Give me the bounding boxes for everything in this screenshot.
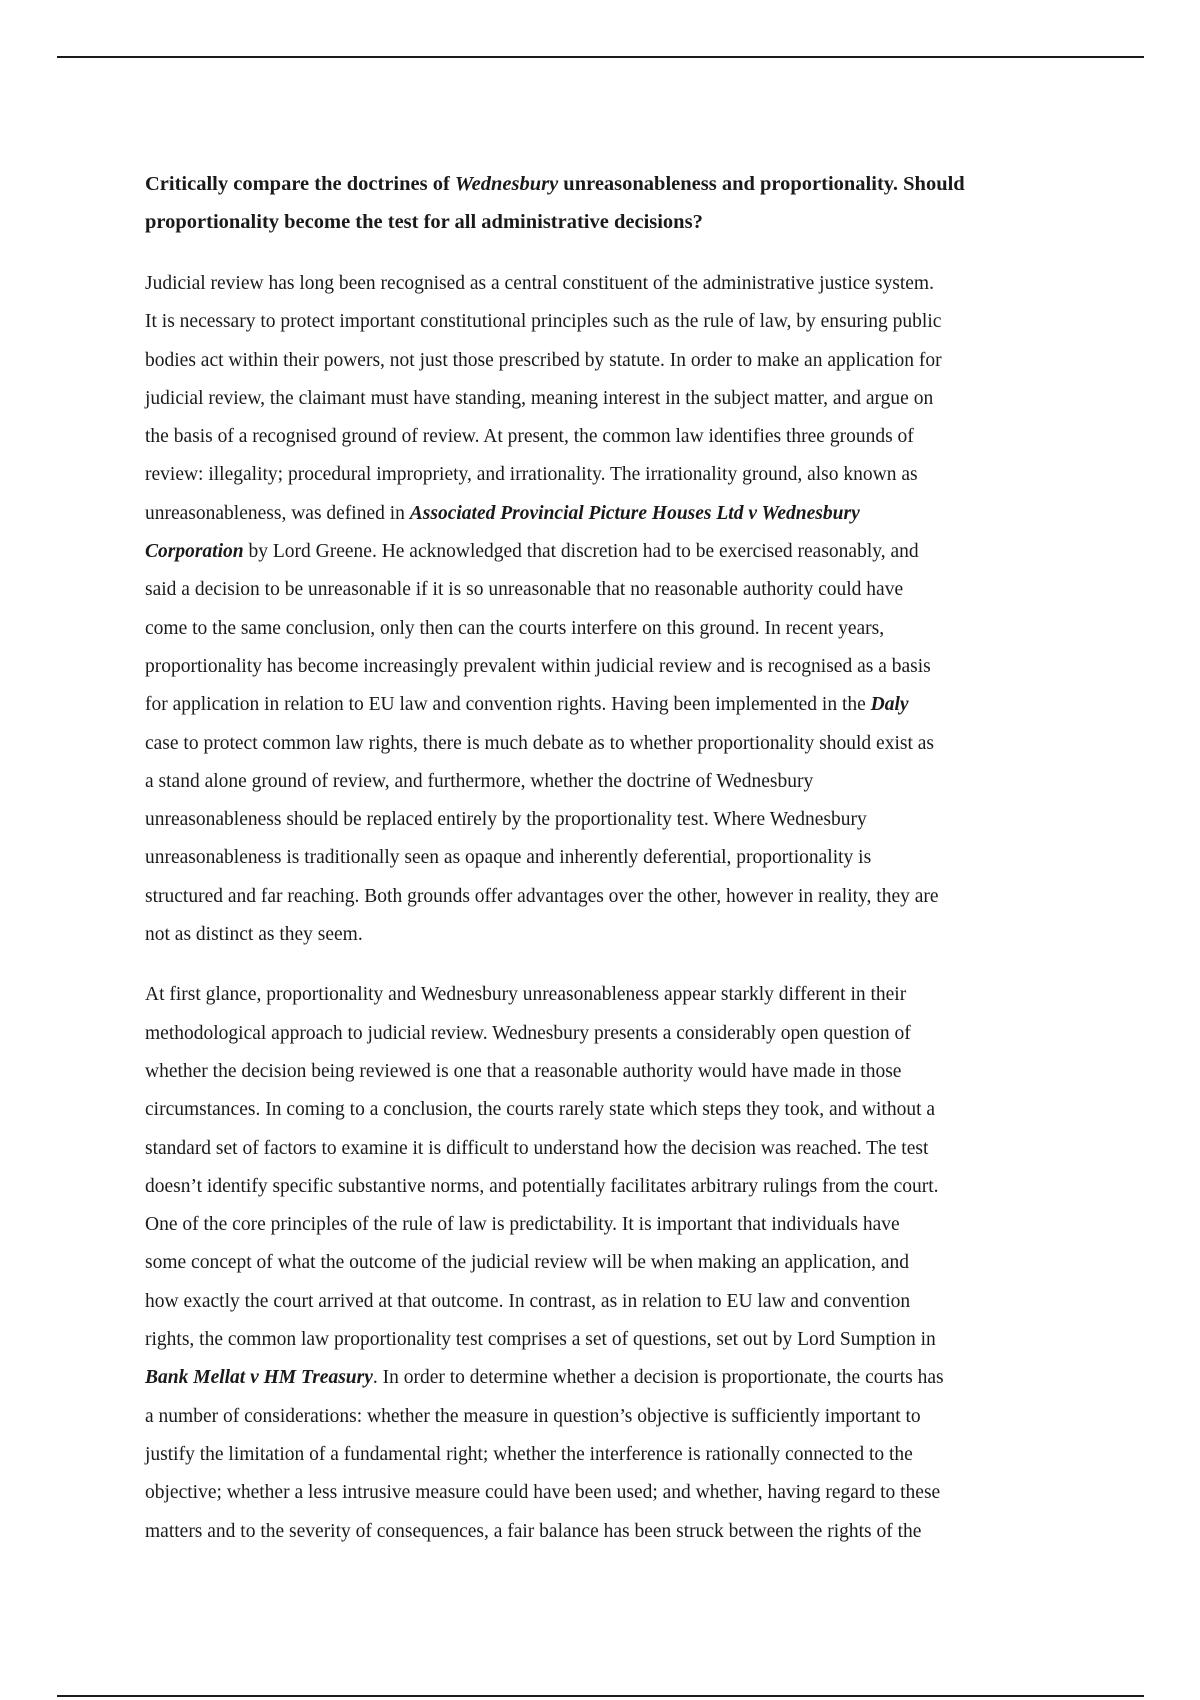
document-body [145,165,1060,1573]
text-line: judicial review, the claimant must have standing, meaning interest in the subject matter, and argue on [145,387,934,409]
text-line: some concept of what the outcome of the judicial review will be when making an application, and [145,1252,910,1274]
text-line: the basis of a recognised ground of review. At present, the common law identifies three grounds of [145,426,914,448]
text-line: for application in relation to EU law and convention rights. Having been implemented in the Daly [145,694,909,716]
essay-question-heading [145,165,1060,241]
text-line: said a decision to be unreasonable if it is so unreasonable that no reasonable authority could have [145,579,904,601]
text-line: unreasonableness, was defined in Associated Provincial Picture Houses Ltd v Wednesbury [145,502,860,524]
text-line: a stand alone ground of review, and furthermore, whether the doctrine of Wednesbury [145,770,814,792]
top-rule [57,56,1144,58]
text-line: unreasonableness should be replaced entirely by the proportionality test. Where Wednesbury [145,809,867,831]
text-line: standard set of factors to examine it is difficult to understand how the decision was reached. The test [145,1137,929,1159]
text-line: whether the decision being reviewed is one that a reasonable authority would have made in those [145,1060,902,1082]
text-line: how exactly the court arrived at that outcome. In contrast, as in relation to EU law and convention [145,1290,911,1312]
heading-text: Critically compare the doctrines of [145,173,455,195]
text-line: objective; whether a less intrusive measure could have been used; and whether, having regard to these [145,1482,941,1504]
case-citation: Bank Mellat v HM Treasury [145,1367,373,1389]
bottom-rule [57,1695,1144,1697]
text-line: matters and to the severity of consequences, a fair balance has been struck between the rights of the [145,1520,922,1542]
case-citation: Corporation [145,541,244,563]
case-citation: Associated Provincial Picture Houses Ltd v Wednesbury [409,502,860,524]
text-line: structured and far reaching. Both grounds offer advantages over the other, however in reality, they are [145,885,939,907]
text-line: Corporation by Lord Greene. He acknowledged that discretion had to be exercised reasonably, and [145,541,919,563]
text-line: Bank Mellat v HM Treasury. In order to determine whether a decision is proportionate, the courts has [145,1367,944,1389]
text-line: justify the limitation of a fundamental right; whether the interference is rationally connected to the [145,1443,913,1465]
paragraph-introduction [145,265,1060,954]
text-line: review: illegality; procedural impropriety, and irrationality. The irrationality ground, also known as [145,464,918,486]
text-line: not as distinct as they seem. [145,924,363,946]
text-line: One of the core principles of the rule of law is predictability. It is important that individuals have [145,1214,900,1236]
text-line: Judicial review has long been recognised as a central constituent of the administrative justice system. [145,273,934,294]
heading-line [145,165,1060,203]
text-line: come to the same conclusion, only then can the courts interfere on this ground. In recent years, [145,617,885,639]
text-line: doesn’t identify specific substantive norms, and potentially facilitates arbitrary rulings from the court. [145,1175,939,1197]
text-line: circumstances. In coming to a conclusion, the courts rarely state which steps they took, and without a [145,1099,936,1121]
heading-line [145,203,1060,241]
heading-case-name: Wednesbury [454,173,559,195]
paragraph-comparison [145,976,1060,1550]
text-line: rights, the common law proportionality test comprises a set of questions, set out by Lord Sumption in [145,1329,936,1351]
text-line: At first glance, proportionality and Wednesbury unreasonableness appear starkly different in their [145,984,907,1006]
text-line: a number of considerations: whether the measure in question’s objective is sufficiently important to [145,1405,921,1427]
text-line: unreasonableness is traditionally seen as opaque and inherently deferential, proportionality is [145,847,872,869]
text-line: methodological approach to judicial review. Wednesbury presents a considerably open question of [145,1022,911,1044]
text-line: case to protect common law rights, there is much debate as to whether proportionality should exist as [145,732,935,754]
text-line: proportionality has become increasingly prevalent within judicial review and is recognised as a basis [145,655,931,677]
text-line: bodies act within their powers, not just those prescribed by statute. In order to make an application for [145,349,942,371]
heading-text: proportionality become the test for all administrative decisions? [145,211,703,233]
case-citation: Daly [870,694,909,716]
heading-text: unreasonableness and proportionality. Should [558,173,965,195]
text-line: It is necessary to protect important constitutional principles such as the rule of law, by ensuring public [145,311,942,333]
